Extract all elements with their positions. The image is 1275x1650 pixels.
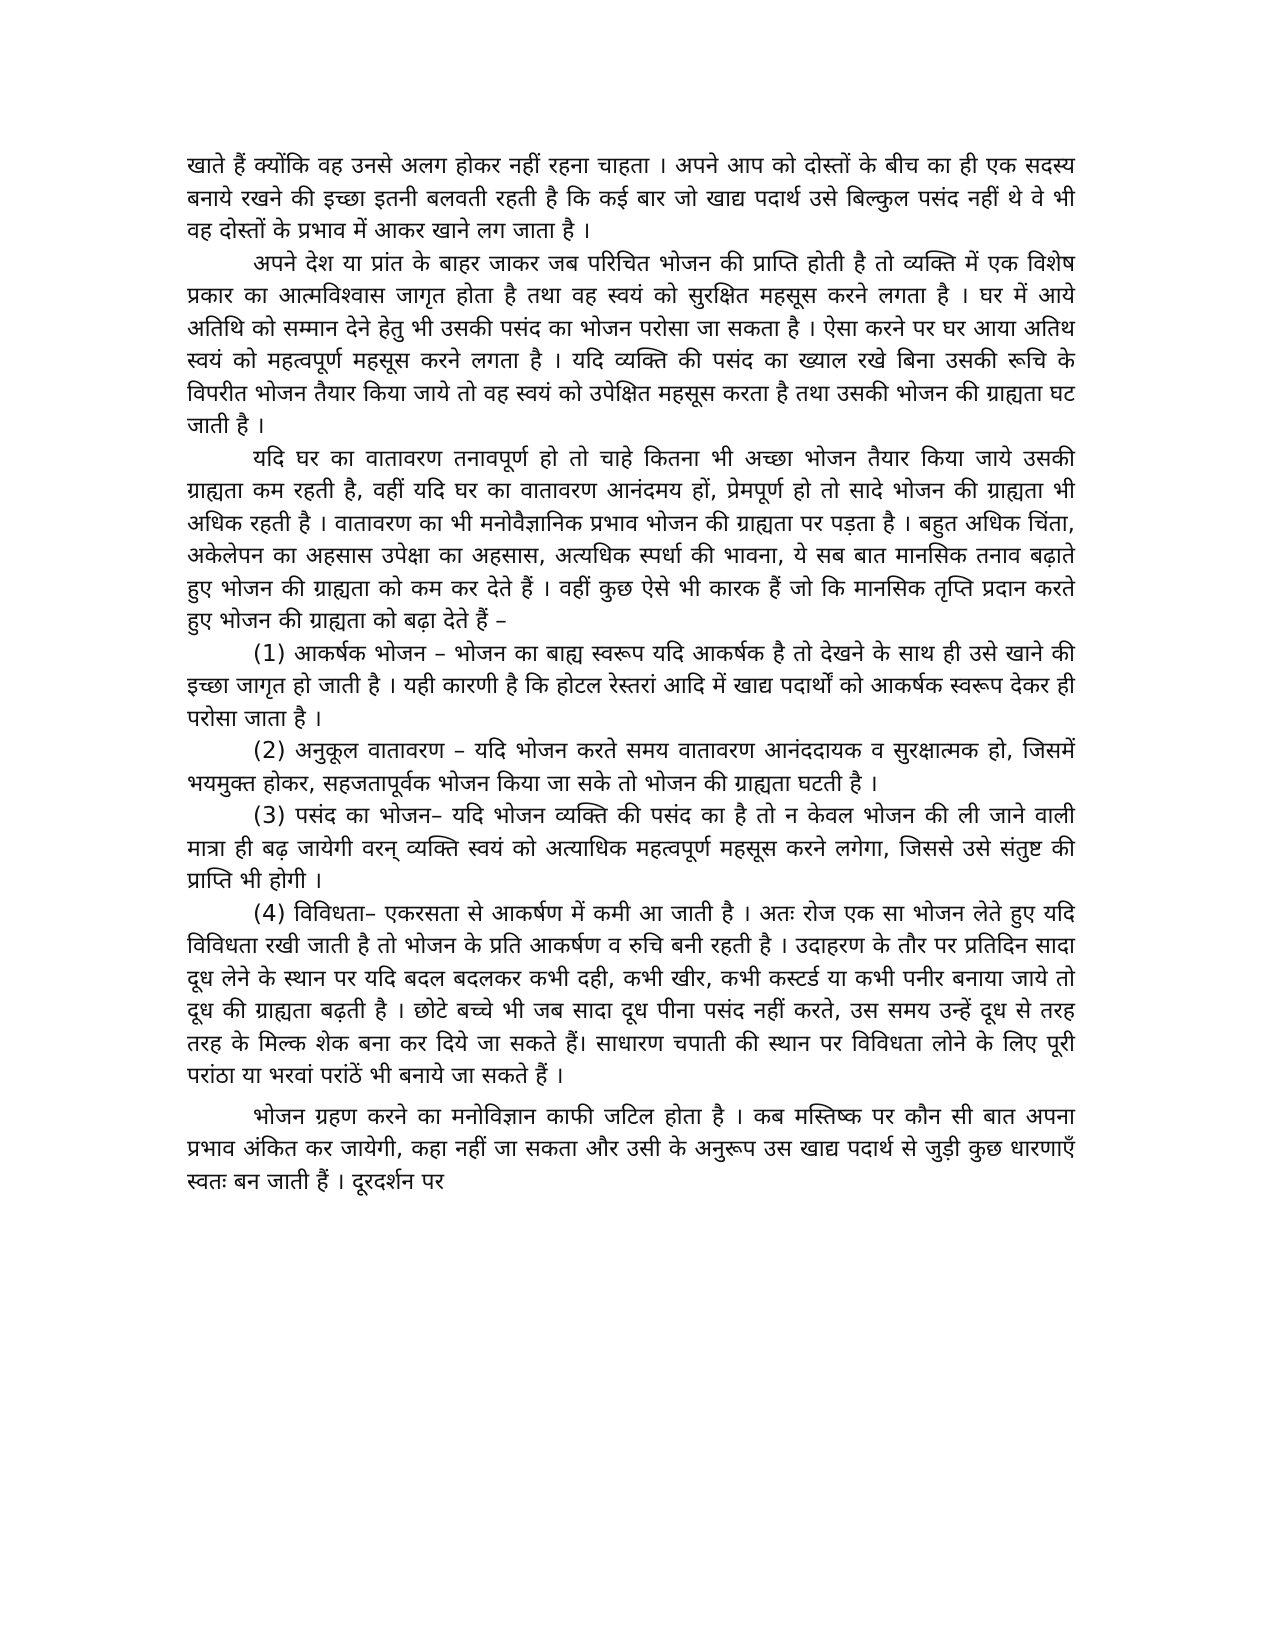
paragraph-4-attractive-food: (1) आकर्षक भोजन – भोजन का बाह्य स्वरूप यदि आकर्षक है तो देखने के साथ ही उसे खाने की इच्छा जागृत हो जाती है । यही कारणी है कि होटल रेस्तरां आदि में खाद्य पदार्थों को आकर्षक स्वरूप देकर ही परोसा जाता है । — [187, 640, 1075, 732]
paragraph-2: अपने देश या प्रांत के बाहर जाकर जब परिचित भोजन की प्राप्ति होती है तो व्यक्ति में एक विशेष प्रकार का आत्मविश्वास जागृत होता है तथा वह स्वयं को सुरक्षित महसूस करने लगता है । घर में आये अतिथि को सम्मान देने हेतु भी उसकी पसंद का भोजन परोसा जा सकता है । ऐसा करने पर घर आया अतिथ स्वयं को महत्वपूर्ण महसूस करने लगता है । यदि व्यक्ति की पसंद का ख्याल रखे बिना उसकी रूचि के विपरीत भोजन तैयार किया जाये तो वह स्वयं को उपेक्षित महसूस करता है तथा उसकी भोजन की ग्राह्यता घट जाती है । — [187, 250, 1075, 439]
paragraph-7-variety: (4) विविधता– एकरसता से आकर्षण में कमी आ जाती है । अतः रोज एक सा भोजन लेते हुए यदि विविधता रखी जाती है तो भोजन के प्रति आकर्षण व रुचि बनी रहती है । उदाहरण के तौर पर प्रतिदिन सादा दूध लेने के स्थान पर यदि बदल बदलकर कभी दही, कभी खीर, कभी कस्टर्ड या कभी पनीर बनाया जाये तो दूध की ग्राह्यता बढ़ती है । छोटे बच्चे भी जब सादा दूध पीना पसंद नहीं करते, उस समय उन्हें दूध से तरह तरह के मिल्क शेक बना कर दिये जा सकते हैं। साधारण चपाती की स्थान पर विविधता लोने के लिए पूरी परांठा या भरवां परांठें भी बनाये जा सकते हैं । — [187, 900, 1075, 1089]
paragraph-5-favourable-environment: (2) अनुकूल वातावरण – यदि भोजन करते समय वातावरण आनंददायक व सुरक्षात्मक हो, जिसमें भयमुक्त होकर, सहजतापूर्वक भोजन किया जा सके तो भोजन की ग्राह्यता घटती है । — [187, 738, 1075, 797]
document-body — [187, 150, 1075, 1198]
paragraph-8: भोजन ग्रहण करने का मनोविज्ञान काफी जटिल होता है । कब मस्तिष्क पर कौन सी बात अपना प्रभाव अंकित कर जायेगी, कहा नहीं जा सकता और उसी के अनुरूप उस खाद्य पदार्थ से जुड़ी कुछ धारणाएँ स्वतः बन जाती हैं । दूरदर्शन पर — [187, 1103, 1075, 1195]
paragraph-6-preferred-food: (3) पसंद का भोजन– यदि भोजन व्यक्ति की पसंद का है तो न केवल भोजन की ली जाने वाली मात्रा ही बढ़ जायेगी वरन् व्यक्ति स्वयं को अत्याधिक महत्वपूर्ण महसूस करने लगेगा, जिससे उसे संतुष्ट की प्राप्ति भी होगी । — [187, 803, 1075, 894]
paragraph-1: खाते हैं क्योंकि वह उनसे अलग होकर नहीं रहना चाहता । अपने आप को दोस्तों के बीच का ही एक सदस्य बनाये रखने की इच्छा इतनी बलवती रहती है कि कई बार जो खाद्य पदार्थ उसे बिल्कुल पसंद नहीं थे वे भी वह दोस्तों के प्रभाव में आकर खाने लग जाता है । — [187, 153, 1075, 244]
paragraph-3: यदि घर का वातावरण तनावपूर्ण हो तो चाहे कितना भी अच्छा भोजन तैयार किया जाये उसकी ग्राह्यता कम रहती है, वहीं यदि घर का वातावरण आनंदमय हों, प्रेमपूर्ण हो तो सादे भोजन की ग्राह्यता भी अधिक रहती है । वातावरण का भी मनोवैज्ञानिक प्रभाव भोजन की ग्राह्यता पर पड़ता है । बहुत अधिक चिंता, अकेलेपन का अहसास उपेक्षा का अहसास, अत्यधिक स्पर्धा की भावना, ये सब बात मानसिक तनाव बढ़ाते हुए भोजन की ग्राह्यता को कम कर देते हैं । वहीं कुछ ऐसे भी कारक हैं जो कि मानसिक तृप्ति प्रदान करते हुए भोजन की ग्राह्यता को बढ़ा देते हैं – — [187, 445, 1075, 634]
